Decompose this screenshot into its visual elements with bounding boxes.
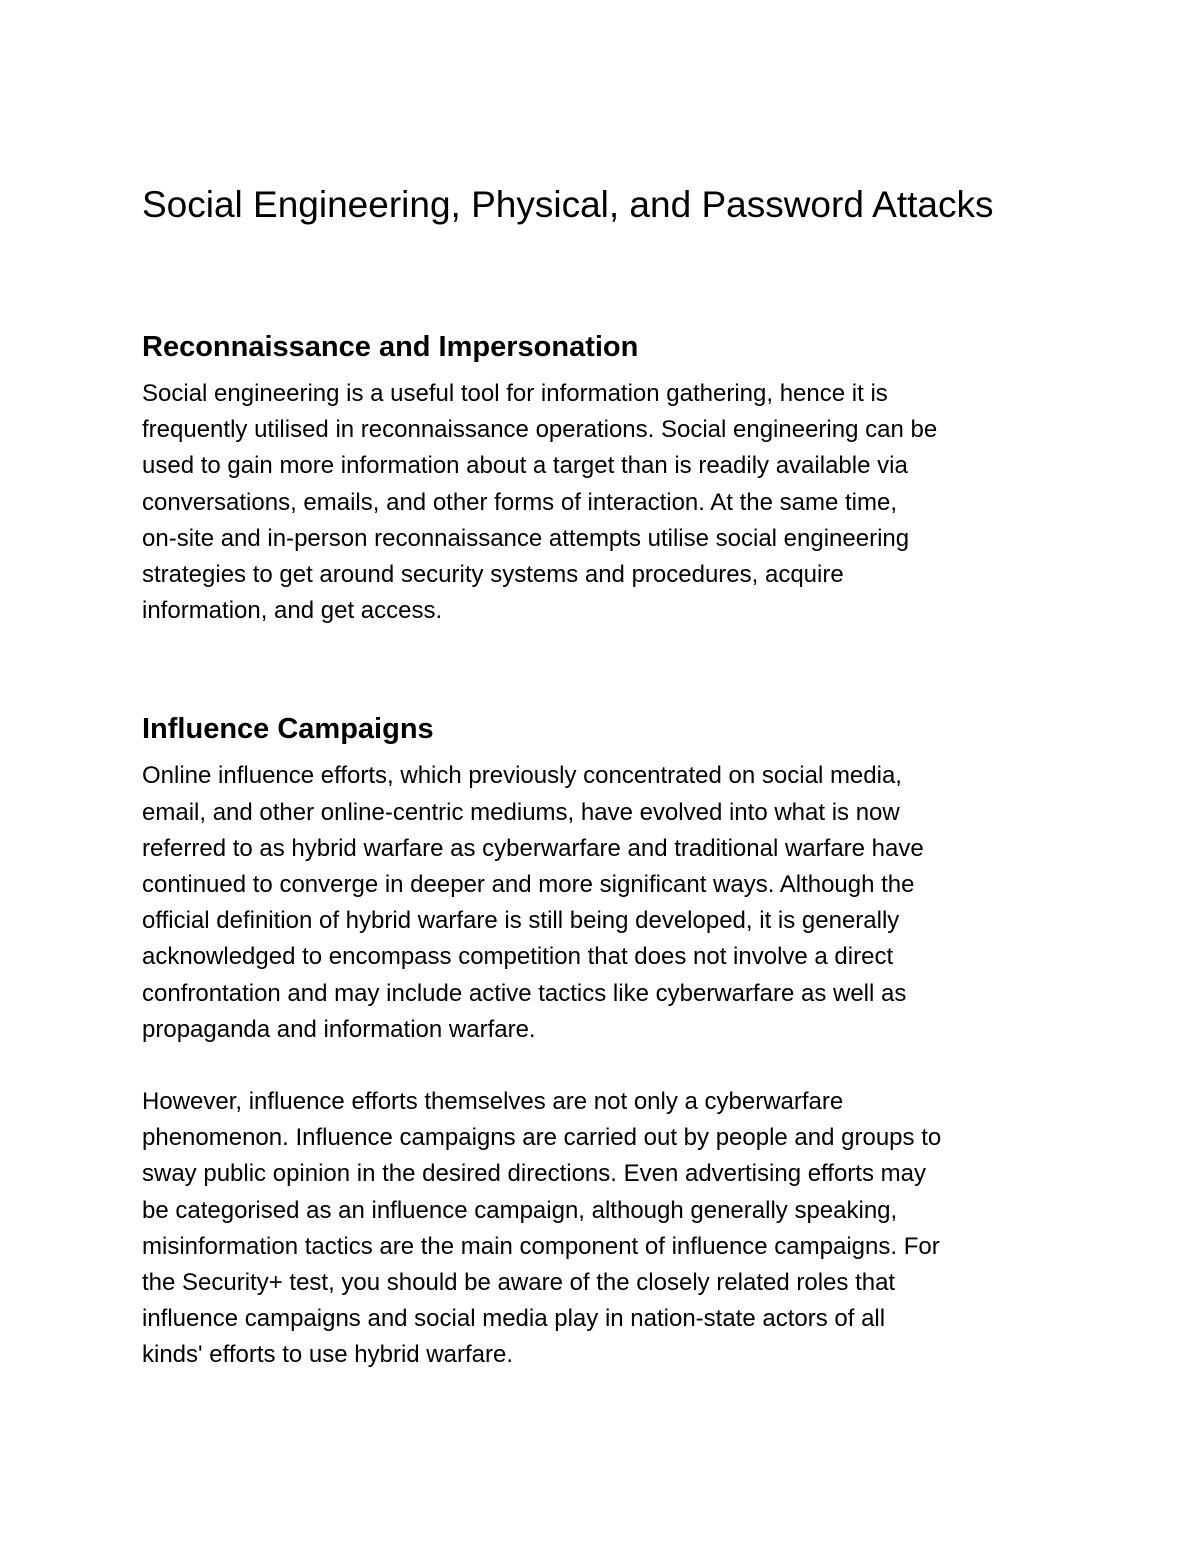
paragraph-line: confrontation and may include active tactics like cyberwarfare as well as xyxy=(142,979,907,1007)
paragraph-line: strategies to get around security systems and procedures, acquire xyxy=(142,561,844,589)
section-influence-campaigns xyxy=(142,709,1072,1373)
paragraph-line: continued to converge in deeper and more significant ways. Although the xyxy=(142,871,915,899)
paragraph-line: referred to as hybrid warfare as cyberwarfare and traditional warfare have xyxy=(142,834,924,862)
paragraph-line: email, and other online-centric mediums, have evolved into what is now xyxy=(142,798,900,826)
paragraph-line: official definition of hybrid warfare is still being developed, it is generally xyxy=(142,907,900,935)
paragraph-line: misinformation tactics are the main component of influence campaigns. For xyxy=(142,1232,940,1260)
paragraph-line: However, influence efforts themselves are not only a cyberwarfare xyxy=(142,1088,844,1116)
paragraph-line: be categorised as an influence campaign, although generally speaking, xyxy=(142,1196,898,1224)
section-heading: Influence Campaigns xyxy=(142,713,434,746)
paragraph-line: sway public opinion in the desired directions. Even advertising efforts may xyxy=(142,1160,926,1188)
paragraph-line: the Security+ test, you should be aware of the closely related roles that xyxy=(142,1269,896,1297)
paragraph-line: propaganda and information warfare. xyxy=(142,1015,536,1043)
document-content xyxy=(142,178,1072,1374)
paragraph-line: phenomenon. Influence campaigns are carried out by people and groups to xyxy=(142,1124,942,1152)
paragraph-line: conversations, emails, and other forms of interaction. At the same time, xyxy=(142,488,898,516)
paragraph xyxy=(142,376,1072,629)
section-heading: Reconnaissance and Impersonation xyxy=(142,331,639,363)
paragraph-line: frequently utilised in reconnaissance operations. Social engineering can be xyxy=(142,416,938,444)
paragraph-line: influence campaigns and social media play in nation-state actors of all xyxy=(142,1305,886,1333)
paragraph-line: kinds' efforts to use hybrid warfare. xyxy=(142,1341,513,1369)
paragraph xyxy=(142,1084,1072,1374)
paragraph xyxy=(142,758,1072,1048)
document-title: Social Engineering, Physical, and Password Attacks xyxy=(142,184,994,225)
section-reconnaissance xyxy=(142,327,1072,629)
paragraph-line: used to gain more information about a target than is readily available via xyxy=(142,452,908,480)
paragraph-line: Social engineering is a useful tool for information gathering, hence it is xyxy=(142,380,888,407)
paragraph-line: information, and get access. xyxy=(142,597,443,625)
paragraph-line: Online influence efforts, which previously concentrated on social media, xyxy=(142,762,902,790)
paragraph-line: on-site and in-person reconnaissance attempts utilise social engineering xyxy=(142,524,910,552)
paragraph-line: acknowledged to encompass competition that does not involve a direct xyxy=(142,943,894,971)
